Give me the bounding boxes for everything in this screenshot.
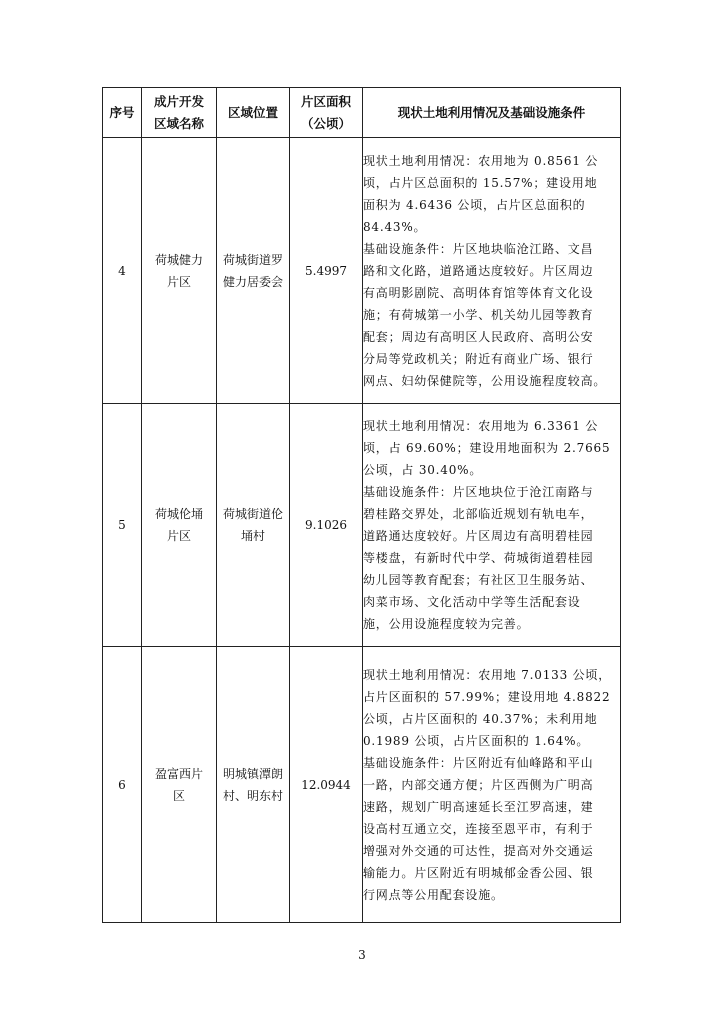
header-no: 序号: [103, 88, 142, 138]
row-area-size: 5.4997: [290, 138, 363, 404]
row-location: 荷城街道伦 埇村: [217, 404, 290, 647]
table-row: [103, 404, 621, 647]
row-area-name: 荷城健力 片区: [142, 138, 217, 404]
row-area-name: 荷城伦埇 片区: [142, 404, 217, 647]
row-area-size: 12.0944: [290, 647, 363, 923]
row-no: 5: [103, 404, 142, 647]
row-no: 6: [103, 647, 142, 923]
land-development-table: [102, 87, 621, 923]
table-row: [103, 647, 621, 923]
row-conditions: 现状土地利用情况：农用地为 0.8561 公 顷，占片区总面积的 15.57%；建设用地 面积为 4.6436 公顷，占片区总面积的 84.43%。 基础设施条件：片区地块临沧江路、文昌 路和文化路，道路通达度较好。片区周边 有高明影剧院、高明体育馆等体育文化设 施；有荷城第一小学、机关幼儿园等教育 配套；周边有高明区人民政府、高明公安 分局等党政机关；附近有商业广场、银行 网点、妇幼保健院等，公用设施程度较高。: [363, 138, 621, 404]
header-area-name: 成片开发 区域名称: [142, 88, 217, 138]
row-area-size: 9.1026: [290, 404, 363, 647]
header-conditions: 现状土地利用情况及基础设施条件: [363, 88, 621, 138]
table-row: [103, 138, 621, 404]
row-location: 荷城街道罗 健力居委会: [217, 138, 290, 404]
header-area-size: 片区面积 （公顷）: [290, 88, 363, 138]
row-location: 明城镇潭朗 村、明东村: [217, 647, 290, 923]
row-conditions: 现状土地利用情况：农用地 7.0133 公顷， 占片区面积的 57.99%；建设用地 4.8822 公顷，占片区面积的 40.37%；未利用地 0.1989 公顷，占片区面积的 1.64%。 基础设施条件：片区附近有仙峰路和平山 一路，内部交通方便；片区西侧为广明高 速路，规划广明高速延长至江罗高速，建 设高村互通立交，连接至恩平市，有利于 增强对外交通的可达性，提高对外交通运 输能力。片区附近有明城郁金香公园、银 行网点等公用配套设施。: [363, 647, 621, 923]
page-number: 3: [358, 948, 366, 962]
row-area-name: 盈富西片 区: [142, 647, 217, 923]
header-location: 区域位置: [217, 88, 290, 138]
row-conditions: 现状土地利用情况：农用地为 6.3361 公 顷，占 69.60%；建设用地面积为 2.7665 公顷，占 30.40%。 基础设施条件：片区地块位于沧江南路与 碧桂路交界处，北部临近规划有轨电车， 道路通达度较好。片区周边有高明碧桂园 等楼盘，有新时代中学、荷城街道碧桂园 幼儿园等教育配套；有社区卫生服务站、 肉菜市场、文化活动中学等生活配套设 施，公用设施程度较为完善。: [363, 404, 621, 647]
table-header-row: [103, 88, 621, 138]
row-no: 4: [103, 138, 142, 404]
